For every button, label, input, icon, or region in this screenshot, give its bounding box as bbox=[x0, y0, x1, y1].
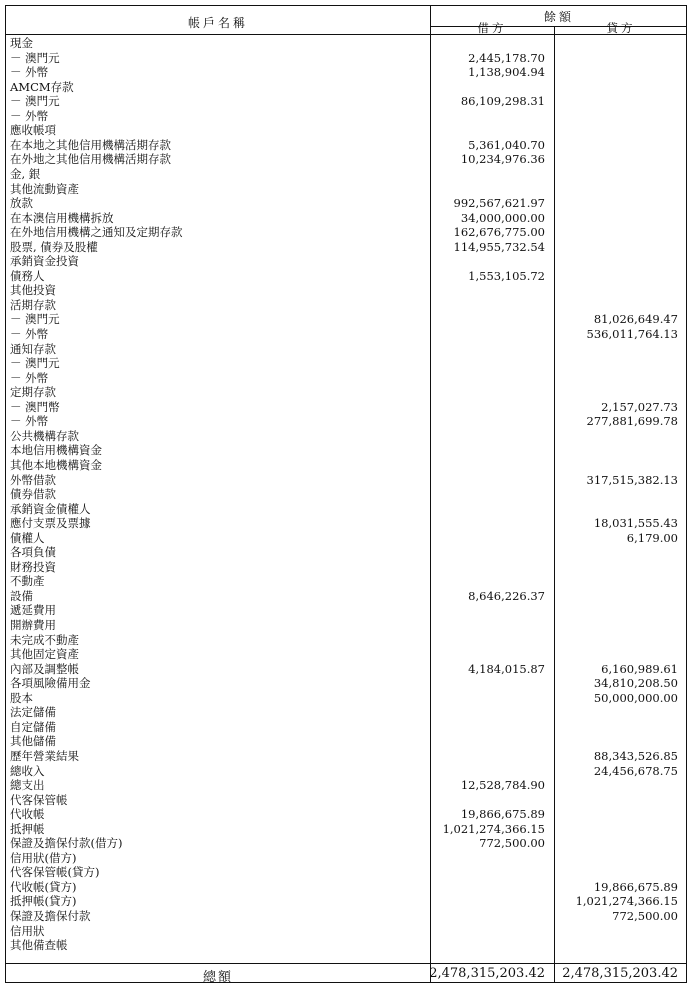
account-label: 應付支票及票據 bbox=[10, 516, 91, 531]
account-label: 通知存款 bbox=[10, 341, 56, 356]
account-label: 遞延費用 bbox=[10, 603, 56, 618]
account-label: 其他備查帳 bbox=[10, 938, 68, 953]
account-label: 代客保管帳(貸方) bbox=[10, 865, 100, 880]
credit-amount: 6,179.00 bbox=[626, 530, 678, 545]
credit-amount: 88,343,526.85 bbox=[593, 748, 678, 763]
credit-amount: 18,031,555.43 bbox=[593, 516, 678, 531]
account-label: 其他本地機構資金 bbox=[10, 457, 102, 472]
account-label: 法定儲備 bbox=[10, 705, 56, 720]
account-label: 開辦費用 bbox=[10, 618, 56, 632]
account-label: － 澳門元 bbox=[10, 50, 60, 65]
account-label: 不動產 bbox=[10, 574, 45, 589]
credit-amount: 277,881,699.78 bbox=[586, 414, 678, 429]
account-label: 在外地信用機構之通知及定期存款 bbox=[10, 225, 183, 240]
account-label: － 外幣 bbox=[10, 108, 49, 123]
account-label: 抵押帳 bbox=[10, 821, 45, 836]
account-label: 歷年營業結果 bbox=[10, 748, 79, 763]
header-balance: 餘額 bbox=[543, 10, 574, 24]
account-label: 保證及擔保付款(借方) bbox=[10, 836, 123, 851]
account-label: 股票, 債券及股權 bbox=[10, 239, 98, 254]
account-label: 金, 銀 bbox=[10, 166, 41, 181]
credit-amount: 6,160,989.61 bbox=[601, 661, 678, 676]
account-label: 在本澳信用機構拆放 bbox=[10, 210, 114, 225]
total-separator-line bbox=[6, 963, 686, 964]
credit-amount: 34,810,208.50 bbox=[593, 676, 678, 691]
account-label: － 外幣 bbox=[10, 327, 49, 341]
account-label: 其他固定資產 bbox=[10, 647, 79, 662]
account-label: 其他儲備 bbox=[10, 734, 56, 749]
credit-amount: 1,021,274,366.15 bbox=[575, 894, 678, 909]
account-label: 代收帳(貸方) bbox=[10, 879, 77, 894]
header-debit: 借方 bbox=[477, 21, 507, 35]
account-label: 應收帳項 bbox=[10, 123, 56, 138]
debit-amount: 2,445,178.70 bbox=[468, 50, 545, 65]
debit-amount: 114,955,732.54 bbox=[453, 239, 545, 254]
debit-amount: 772,500.00 bbox=[479, 836, 545, 851]
account-label: － 澳門幣 bbox=[10, 399, 60, 414]
account-label: 抵押帳(貸方) bbox=[10, 894, 77, 909]
account-label: 放款 bbox=[10, 196, 33, 211]
credit-amount: 536,011,764.13 bbox=[586, 327, 678, 341]
account-label: － 澳門元 bbox=[10, 312, 60, 327]
account-label: 承銷資金投資 bbox=[10, 254, 79, 269]
account-label: 現金 bbox=[10, 36, 33, 50]
header-credit: 貸方 bbox=[606, 21, 636, 35]
account-label: 外幣借款 bbox=[10, 472, 56, 487]
debit-amount: 1,138,904.94 bbox=[468, 65, 545, 80]
account-label: 代客保管帳 bbox=[10, 792, 68, 807]
debit-amount: 86,109,298.31 bbox=[460, 94, 545, 109]
account-label: － 外幣 bbox=[10, 370, 49, 385]
account-label: AMCM存款 bbox=[10, 79, 74, 94]
account-label: 本地信用機構資金 bbox=[10, 443, 102, 458]
account-label: 公共機構存款 bbox=[10, 428, 79, 443]
credit-amount: 772,500.00 bbox=[612, 909, 678, 923]
debit-amount: 19,866,675.89 bbox=[460, 807, 545, 822]
account-label: 信用狀 bbox=[10, 923, 45, 938]
debit-amount: 4,184,015.87 bbox=[468, 661, 545, 676]
account-label: 承銷資金債權人 bbox=[10, 501, 91, 516]
credit-amount: 81,026,649.47 bbox=[593, 312, 678, 327]
column-divider-debit-credit bbox=[554, 26, 555, 982]
account-label: 自定儲備 bbox=[10, 719, 56, 734]
account-label: 信用狀(借方) bbox=[10, 850, 77, 865]
account-label: 股本 bbox=[10, 690, 33, 705]
account-label: 債權人 bbox=[10, 530, 45, 545]
account-label: 總收入 bbox=[10, 763, 45, 778]
account-label: 債務人 bbox=[10, 268, 45, 283]
credit-amount: 50,000,000.00 bbox=[593, 690, 678, 705]
credit-amount: 24,456,678.75 bbox=[593, 763, 678, 778]
debit-amount: 5,361,040.70 bbox=[468, 137, 545, 152]
account-label: 設備 bbox=[10, 588, 33, 603]
account-label: 各項負債 bbox=[10, 545, 56, 560]
debit-amount: 8,646,226.37 bbox=[468, 588, 545, 603]
debit-amount: 1,021,274,366.15 bbox=[442, 821, 545, 836]
account-label: 其他投資 bbox=[10, 283, 56, 298]
header-bottom-line bbox=[6, 34, 686, 35]
account-label: 財務投資 bbox=[10, 559, 56, 574]
account-label: 內部及調整帳 bbox=[10, 661, 79, 676]
total-label: 總額 bbox=[202, 970, 233, 985]
account-label: － 澳門元 bbox=[10, 356, 60, 371]
debit-amount: 992,567,621.97 bbox=[453, 196, 545, 211]
account-label: 未完成不動產 bbox=[10, 632, 79, 647]
account-label: 在本地之其他信用機構活期存款 bbox=[10, 137, 171, 152]
total-debit: 2,478,315,203.42 bbox=[429, 966, 545, 981]
account-label: － 外幣 bbox=[10, 65, 49, 80]
column-divider-name bbox=[430, 6, 431, 982]
credit-amount: 317,515,382.13 bbox=[586, 472, 678, 487]
account-label: 各項風險備用金 bbox=[10, 676, 91, 691]
trial-balance-table bbox=[5, 5, 687, 983]
debit-amount: 34,000,000.00 bbox=[460, 210, 545, 225]
account-label: 在外地之其他信用機構活期存款 bbox=[10, 152, 171, 167]
debit-amount: 162,676,775.00 bbox=[453, 225, 545, 240]
debit-amount: 10,234,976.36 bbox=[460, 152, 545, 167]
account-label: 債券借款 bbox=[10, 487, 56, 502]
credit-amount: 2,157,027.73 bbox=[601, 399, 678, 414]
debit-amount: 1,553,105.72 bbox=[468, 268, 545, 283]
account-label: 保證及擔保付款 bbox=[10, 909, 91, 923]
account-label: 其他流動資產 bbox=[10, 181, 79, 196]
total-credit: 2,478,315,203.42 bbox=[562, 966, 678, 981]
account-label: － 澳門元 bbox=[10, 94, 60, 109]
account-label: 總支出 bbox=[10, 778, 45, 793]
account-label: － 外幣 bbox=[10, 414, 49, 429]
account-label: 定期存款 bbox=[10, 385, 56, 400]
credit-amount: 19,866,675.89 bbox=[593, 879, 678, 894]
account-label: 代收帳 bbox=[10, 807, 45, 822]
debit-amount: 12,528,784.90 bbox=[460, 778, 545, 793]
account-label: 活期存款 bbox=[10, 297, 56, 312]
header-account-name: 帳戶名稱 bbox=[187, 16, 248, 30]
